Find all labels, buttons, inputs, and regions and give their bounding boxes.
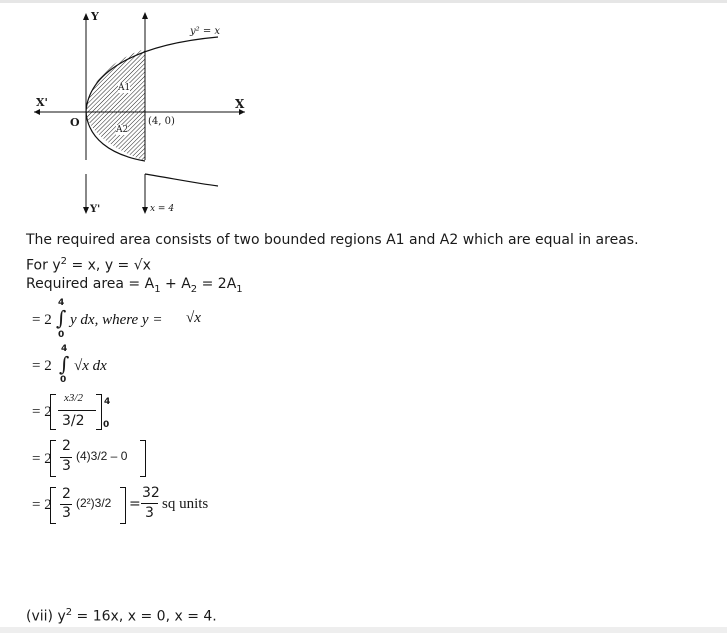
step5-result-bar <box>141 503 158 504</box>
step4-body: (4)3/2 – 0 <box>76 449 128 463</box>
step1-upper: 4 <box>58 298 65 308</box>
step5-left-bracket <box>50 487 56 524</box>
step5-body: (2²)3/2 <box>76 496 112 510</box>
step5-numerator: 2 <box>62 486 71 502</box>
step2-integral: ∫ <box>59 352 70 376</box>
required-area-line <box>26 275 243 299</box>
req-text-eq: = 2A <box>197 276 237 292</box>
step3-prefix: = 2 <box>32 404 52 420</box>
origin-label: O <box>70 116 80 129</box>
step3-fraction-bar <box>58 410 96 411</box>
step1-body: y dx, where y = <box>70 312 163 328</box>
y-prime-axis-label: Y' <box>90 204 101 215</box>
step4-prefix: = 2 <box>32 451 52 467</box>
step4-denominator: 3 <box>62 458 71 474</box>
step4-numerator: 2 <box>62 438 71 454</box>
y-axis-label: Y <box>91 10 99 23</box>
next-question <box>26 604 217 626</box>
for-text: For y <box>26 257 61 274</box>
req-sub1: 1 <box>154 283 161 295</box>
step3-right-bracket <box>96 394 102 430</box>
for-superscript: 2 <box>60 256 67 267</box>
region-a1-label: A1 <box>118 83 131 93</box>
step5-right-bracket <box>120 487 126 524</box>
req-text: Required area = A <box>26 276 155 292</box>
question-text: (vii) y <box>26 608 66 625</box>
parabola-lower-tail <box>145 174 218 186</box>
step1-lower: 0 <box>58 330 65 340</box>
formula-line-for <box>26 253 151 275</box>
req-text-plus: + A <box>160 276 191 292</box>
explanation-line: The required area consists of two bounded regions A1 and A2 which are equal in areas. <box>26 232 639 248</box>
step2-prefix: = 2 <box>32 358 52 374</box>
step5-prefix: = 2 <box>32 497 52 513</box>
step3-lower: 0 <box>103 420 110 430</box>
question-superscript: 2 <box>65 607 73 618</box>
req-sub2: 2 <box>190 283 198 295</box>
step3-left-bracket <box>50 394 56 430</box>
step2-upper: 4 <box>61 344 68 354</box>
area-figure <box>0 0 727 230</box>
step2-body: √x dx <box>74 358 107 374</box>
x-prime-axis-label: X' <box>36 96 48 109</box>
step5-denominator: 3 <box>62 505 71 521</box>
step5-result-denominator: 3 <box>145 505 154 521</box>
x-axis-label: X <box>235 97 245 111</box>
for-text-rest: = x, y = √x <box>67 257 151 274</box>
step1-prefix: = 2 <box>32 312 52 328</box>
step3-numerator: x3/2 <box>64 392 83 404</box>
step4-right-bracket <box>140 440 146 477</box>
curve-label: y² = x <box>190 26 221 37</box>
region-a2-label: A2 <box>116 125 129 135</box>
step3-upper: 4 <box>104 397 111 407</box>
point-label: (4, 0) <box>148 116 175 127</box>
step5-result-numerator: 32 <box>142 485 160 501</box>
step5-unit: sq units <box>162 496 209 512</box>
step1-integral: ∫ <box>56 306 67 330</box>
step3-denominator: 3/2 <box>62 413 85 429</box>
line-x4-label: x = 4 <box>150 204 175 214</box>
req-sub3: 1 <box>236 283 243 295</box>
bottom-divider <box>0 627 727 633</box>
step5-equals: = <box>129 496 141 512</box>
step4-left-bracket <box>50 440 56 477</box>
step1-sqrt: √x <box>186 310 201 326</box>
step2-lower: 0 <box>60 375 67 385</box>
question-text-rest: = 16x, x = 0, x = 4. <box>72 608 217 625</box>
